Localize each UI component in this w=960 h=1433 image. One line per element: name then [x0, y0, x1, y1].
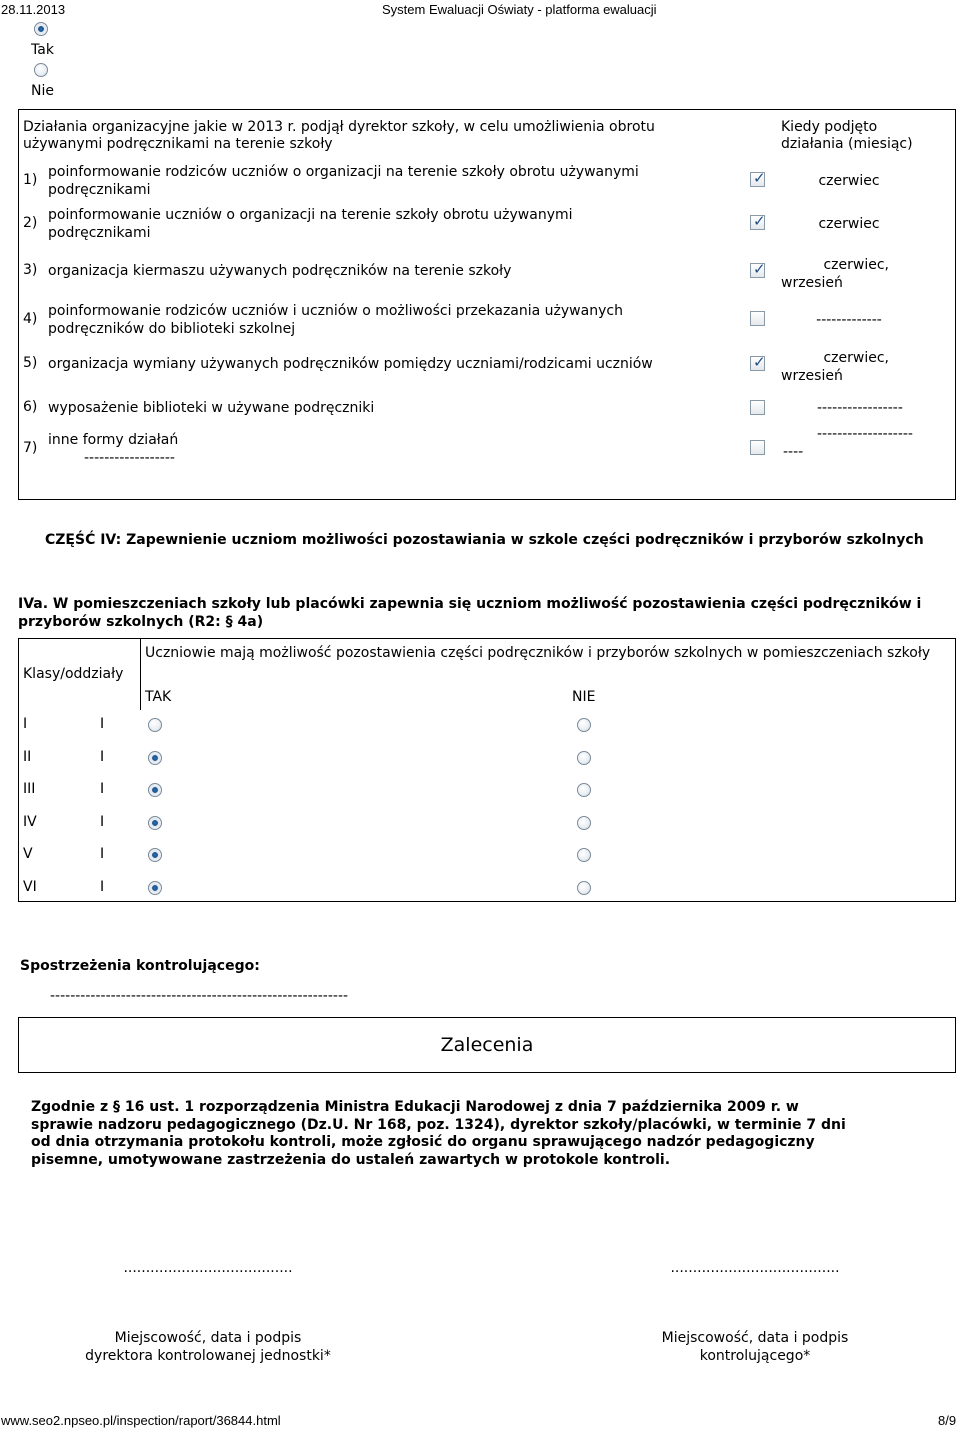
- signature-left: Miejscowość, data i podpis dyrektora kontrolowanej jednostki*: [85, 1330, 331, 1364]
- action-row-number: 2): [23, 215, 38, 231]
- class-section: I: [100, 846, 105, 862]
- check-icon: ✓: [753, 353, 766, 371]
- action-row-text: wyposażenie biblioteki w używane podręczniki: [48, 400, 375, 416]
- action-row-text: organizacja kiermaszu używanych podręczników na terenie szkoły: [48, 263, 512, 279]
- class-section: I: [100, 716, 105, 732]
- radio-tak[interactable]: [148, 718, 162, 732]
- class-section: I: [100, 748, 105, 765]
- classes-col-header: Klasy/oddziały: [23, 666, 124, 682]
- radio-nie[interactable]: [577, 881, 591, 895]
- class-name: II: [23, 748, 32, 765]
- radio-tak[interactable]: [148, 751, 162, 765]
- action-row-text: inne formy działań ------------------: [48, 432, 179, 466]
- action-row-text: poinformowanie rodziców uczniów o organizacji na terenie szkoły obrotu używanymi podręcznikami: [48, 164, 639, 198]
- class-section: I: [100, 878, 105, 895]
- action-row-when: czerwiec, wrzesień: [781, 350, 889, 384]
- radio-tak[interactable]: [148, 848, 162, 862]
- action-row-checkbox[interactable]: [750, 212, 766, 230]
- classes-question: Uczniowie mają możliwość pozostawienia części podręczników i przyborów szkolnych w pomieszczeniach szkoły: [145, 645, 931, 661]
- radio-nie[interactable]: [577, 816, 591, 830]
- action-row-checkbox[interactable]: [750, 440, 765, 455]
- check-icon: ✓: [753, 260, 766, 278]
- classes-yes-label: TAK: [145, 689, 172, 705]
- action-row-when: ------------------- ----: [783, 426, 913, 460]
- radio-nie[interactable]: [577, 848, 591, 862]
- signature-left-dots: ......................................: [123, 1260, 293, 1276]
- action-row-checkbox[interactable]: [750, 353, 766, 371]
- action-row-when: czerwiec: [818, 216, 880, 232]
- radio-tak[interactable]: [148, 816, 162, 830]
- part4-heading: CZĘŚĆ IV: Zapewnienie uczniom możliwości pozostawiania w szkole części podręczników i przyborów szkolnych: [45, 532, 924, 548]
- recommendations-text: Zgodnie z § 16 ust. 1 rozporządzenia Ministra Edukacji Narodowej z dnia 7 października 2009 r. w sprawie nadzoru pedagogicznego (Dz.U. Nr 168, poz. 1324), dyrektor szkoły/placówki, w terminie 7 dni od dnia otrzymania protokołu kontroli, może zgłosić do organu sprawującego nadzór pedagogiczny pisemne, umotywowane zastrzeżenia do ustaleń zawartych w protokole kontroli.: [31, 1099, 846, 1168]
- class-name: I: [23, 716, 28, 732]
- recommendations-title: Zalecenia: [440, 1034, 534, 1056]
- radio-tak[interactable]: [148, 881, 162, 895]
- check-icon: ✓: [753, 212, 766, 230]
- action-row-number: 7): [23, 440, 38, 456]
- radio-nie[interactable]: [577, 751, 591, 765]
- action-row-text: organizacja wymiany używanych podręczników pomiędzy uczniami/rodzicami uczniów: [48, 356, 653, 372]
- action-row-when: -----------------: [817, 400, 903, 416]
- action-row-when: czerwiec, wrzesień: [781, 257, 889, 291]
- check-icon: ✓: [753, 169, 766, 187]
- footer-page: 8/9: [938, 1413, 957, 1428]
- radio-tak[interactable]: [148, 783, 162, 797]
- header-date: 28.11.2013: [1, 2, 66, 17]
- action-row-number: 1): [23, 172, 38, 188]
- actions-when-header: Kiedy podjęto działania (miesiąc): [781, 119, 913, 152]
- class-name: VI: [23, 878, 37, 895]
- radio-tak[interactable]: [34, 22, 48, 36]
- observations-value: -----------------------------------------------------------: [50, 988, 349, 1004]
- class-name: IV: [23, 813, 37, 830]
- class-section: I: [100, 781, 105, 797]
- action-row-number: 5): [23, 355, 38, 371]
- action-row-text: poinformowanie rodziców uczniów i uczniów o możliwości przekazania używanych podręczników do biblioteki szkolnej: [48, 303, 623, 337]
- header-title: System Ewaluacji Oświaty - platforma ewaluacji: [382, 2, 657, 17]
- class-name: III: [23, 781, 36, 797]
- part4-subheading: IVa. W pomieszczeniach szkoły lub placówki zapewnia się uczniom możliwość pozostawienia części podręczników i przyborów szkolnych (R2: § 4a): [18, 596, 922, 630]
- action-row-number: 4): [23, 311, 38, 327]
- action-row-text: poinformowanie uczniów o organizacji na terenie szkoły obrotu używanymi podręcznikami: [48, 207, 573, 241]
- radio-nie-label: Nie: [31, 83, 54, 99]
- radio-tak-label: Tak: [31, 42, 54, 58]
- action-row-number: 3): [23, 262, 38, 278]
- radio-nie[interactable]: [577, 718, 591, 732]
- action-row-when: czerwiec: [818, 173, 880, 189]
- class-name: V: [23, 846, 33, 862]
- action-row-when: -------------: [816, 312, 882, 328]
- observations-label: Spostrzeżenia kontrolującego:: [20, 958, 260, 974]
- action-row-checkbox[interactable]: [750, 311, 765, 326]
- class-section: I: [100, 813, 105, 830]
- action-row-checkbox[interactable]: [750, 260, 766, 278]
- footer-url: www.seo2.npseo.pl/inspection/raport/36844.html: [1, 1413, 281, 1428]
- signature-right: Miejscowość, data i podpis kontrolującego*: [661, 1330, 849, 1364]
- classes-no-label: NIE: [572, 689, 596, 705]
- actions-question: Działania organizacyjne jakie w 2013 r. podjął dyrektor szkoły, w celu umożliwienia obrotu używanymi podręcznikami na terenie szkoły: [23, 119, 655, 152]
- signature-right-dots: ......................................: [670, 1260, 840, 1276]
- action-row-checkbox[interactable]: [750, 400, 765, 415]
- action-row-number: 6): [23, 399, 38, 415]
- radio-nie[interactable]: [577, 783, 591, 797]
- action-row-checkbox[interactable]: [750, 169, 766, 187]
- radio-nie[interactable]: [34, 63, 48, 77]
- classes-table: [18, 638, 956, 902]
